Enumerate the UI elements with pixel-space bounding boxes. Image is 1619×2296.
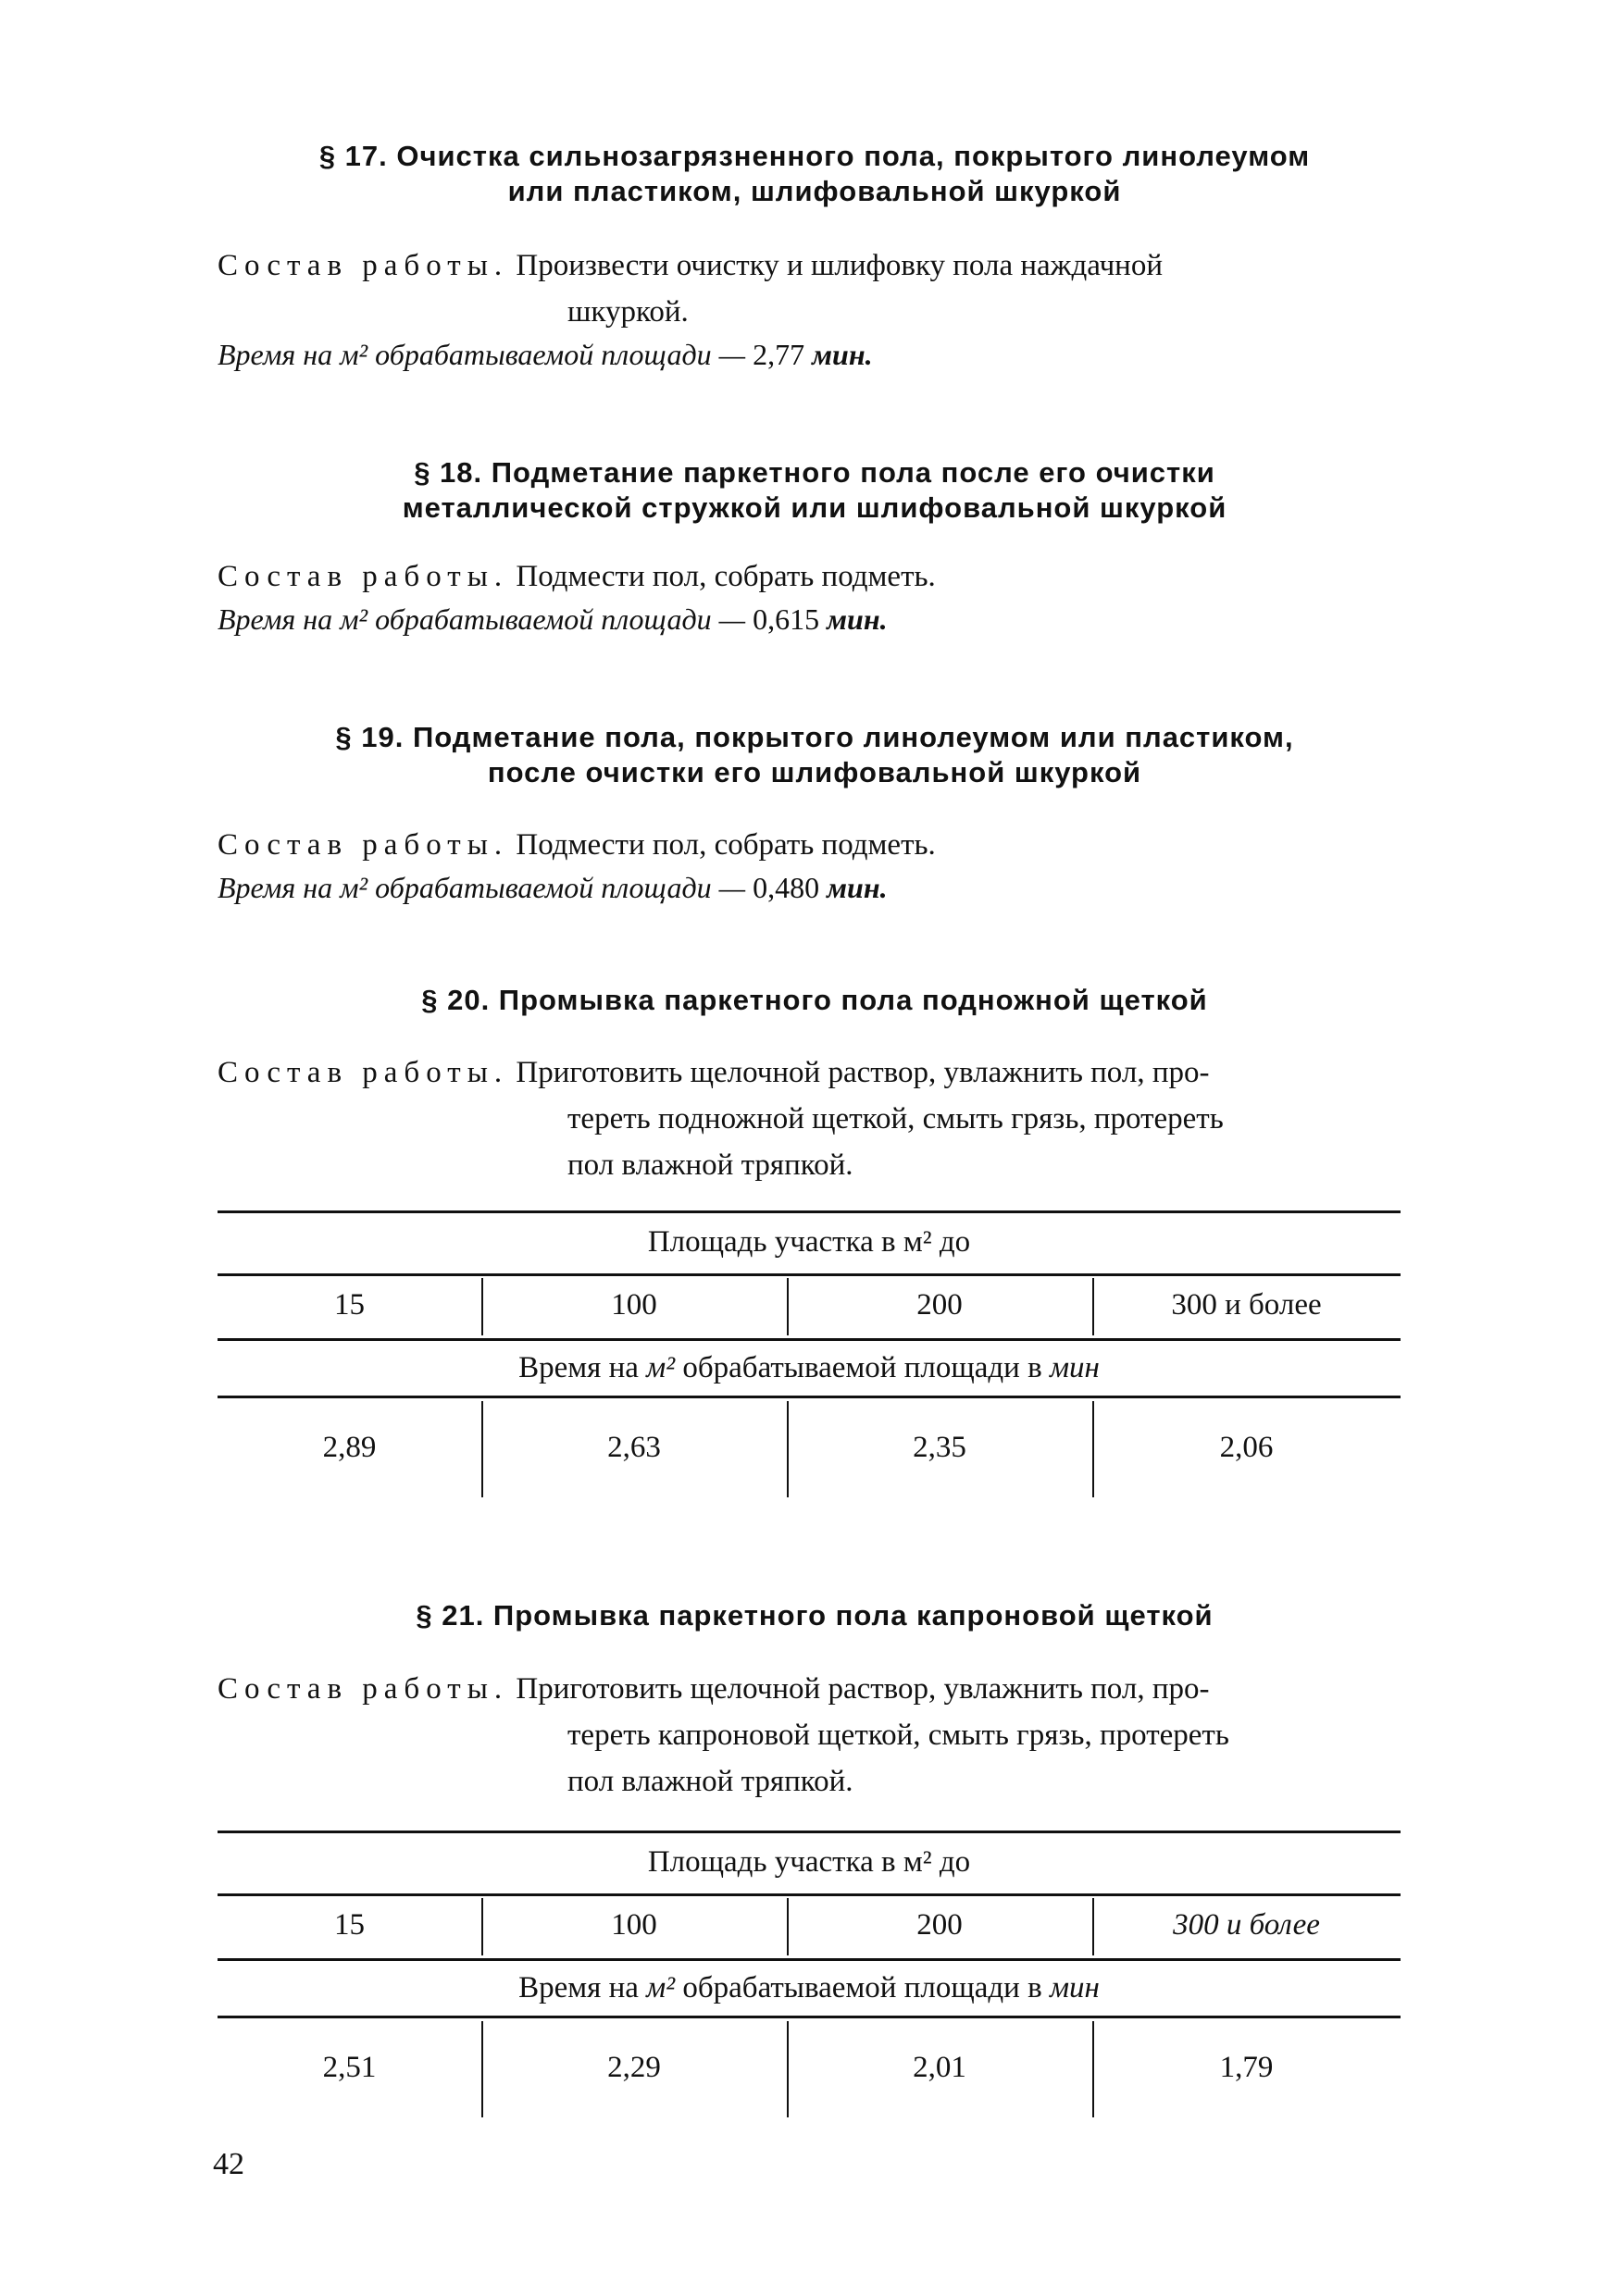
table-rule (218, 1210, 1401, 1213)
section-17-heading-line2: или пластиком, шлифовальной шкуркой (507, 175, 1122, 207)
time-caption-mid: обрабатываемой площади в (682, 1351, 1042, 1384)
time-value: 0,615 (753, 602, 820, 636)
section-20-heading-line1: § 20. Промывка паркетного пола подножной щеткой (421, 984, 1208, 1016)
work-label: Состав работы. (218, 828, 509, 862)
work-text: тереть капроновой щеткой, смыть грязь, протереть (567, 1719, 1229, 1752)
area-cell: 300 и более (1173, 1908, 1320, 1942)
column-divider (1092, 1401, 1094, 1497)
area-cell: 15 (334, 1908, 365, 1942)
section-19-work (218, 822, 1421, 868)
column-divider (481, 1401, 483, 1497)
column-divider (481, 2021, 483, 2117)
time-cell: 2,01 (913, 2051, 966, 2084)
time-prefix: Время на м² обрабатываемой площади — (218, 871, 746, 904)
column-divider (1092, 1278, 1094, 1335)
area-cell: 15 (334, 1288, 365, 1322)
area-cell: 100 (611, 1288, 657, 1322)
section-18-time (218, 600, 888, 639)
section-18-heading-line2: металлической стружкой или шлифовальной шкуркой (402, 491, 1227, 524)
time-cell: 2,51 (322, 2051, 377, 2084)
section-19-heading (213, 720, 1416, 790)
section-18-work (218, 553, 1421, 600)
column-divider (787, 1278, 789, 1335)
work-text: Приготовить щелочной раствор, увлажнить пол, про- (516, 1056, 1210, 1089)
time-caption-m2: м² (646, 1971, 676, 2004)
table-rule (218, 1831, 1401, 1833)
column-divider (481, 1898, 483, 1955)
section-21-table (218, 1831, 1401, 2127)
time-cell: 2,35 (913, 1431, 966, 1464)
section-21-heading-line1: § 21. Промывка паркетного пола капроновой щеткой (416, 1599, 1214, 1632)
time-cell: 2,63 (607, 1431, 661, 1464)
time-caption-prefix: Время на (518, 1971, 639, 2004)
section-20-heading (213, 983, 1416, 1018)
work-text: Приготовить щелочной раствор, увлажнить пол, про- (516, 1672, 1210, 1706)
section-18-heading-line1: § 18. Подметание паркетного пола после его очистки (414, 456, 1215, 489)
time-cell: 2,29 (607, 2051, 661, 2084)
time-caption-m2: м² (646, 1351, 676, 1384)
time-caption-unit: мин (1049, 1971, 1100, 2004)
column-divider (787, 1898, 789, 1955)
time-caption-mid: обрабатываемой площади в (682, 1971, 1042, 2004)
table-rule (218, 1273, 1401, 1276)
work-text: Произвести очистку и шлифовку пола наждачной (516, 249, 1163, 282)
time-unit: мин. (812, 338, 873, 371)
column-divider (1092, 1898, 1094, 1955)
section-17-time (218, 335, 873, 374)
section-19-heading-line1: § 19. Подметание пола, покрытого линолеумом или пластиком, (335, 721, 1294, 753)
table-rule (218, 1396, 1401, 1398)
work-text: тереть подножной щеткой, смыть грязь, протереть (567, 1102, 1224, 1136)
time-unit: мин. (827, 871, 888, 904)
work-text: шкуркой. (567, 295, 689, 329)
area-cell: 200 (916, 1288, 963, 1322)
area-cell: 200 (916, 1908, 963, 1942)
section-20-table (218, 1210, 1401, 1507)
time-cell: 2,89 (322, 1431, 377, 1464)
column-divider (787, 1401, 789, 1497)
work-label: Состав работы. (218, 1056, 509, 1089)
time-caption (218, 1969, 1401, 2006)
area-caption: Площадь участка в м² до (647, 1845, 971, 1879)
section-21-heading (213, 1598, 1416, 1633)
section-19-time (218, 868, 888, 907)
area-cell: 300 и более (1171, 1288, 1322, 1322)
work-text: Подмести пол, собрать подметь. (516, 828, 936, 862)
area-cell: 100 (611, 1908, 657, 1942)
work-text: Подмести пол, собрать подметь. (516, 560, 936, 593)
time-value: 2,77 (753, 338, 805, 371)
section-17-work (218, 242, 1421, 335)
section-17-heading-line1: § 17. Очистка сильнозагрязненного пола, покрытого линолеумом (318, 140, 1311, 172)
time-cell: 1,79 (1219, 2051, 1274, 2084)
column-divider (787, 2021, 789, 2117)
section-21-work (218, 1666, 1421, 1805)
work-text: пол влажной тряпкой. (567, 1148, 853, 1182)
time-prefix: Время на м² обрабатываемой площади — (218, 338, 746, 371)
table-rule (218, 2016, 1401, 2018)
work-label: Состав работы. (218, 560, 509, 593)
time-unit: мин. (827, 602, 888, 636)
table-rule (218, 1338, 1401, 1341)
time-caption (218, 1349, 1401, 1386)
area-caption: Площадь участка в м² до (647, 1225, 971, 1259)
time-value: 0,480 (753, 871, 820, 904)
column-divider (1092, 2021, 1094, 2117)
section-17-heading (213, 139, 1416, 209)
section-19-heading-line2: после очистки его шлифовальной шкуркой (487, 756, 1142, 788)
work-label: Состав работы. (218, 249, 509, 282)
time-prefix: Время на м² обрабатываемой площади — (218, 602, 746, 636)
table-rule (218, 1958, 1401, 1961)
time-caption-prefix: Время на (518, 1351, 639, 1384)
time-cell: 2,06 (1219, 1431, 1274, 1464)
section-20-work (218, 1049, 1421, 1188)
section-18-heading (213, 455, 1416, 526)
time-caption-unit: мин (1049, 1351, 1100, 1384)
work-label: Состав работы. (218, 1672, 509, 1706)
table-rule (218, 1893, 1401, 1896)
page-number: 42 (213, 2147, 244, 2181)
column-divider (481, 1278, 483, 1335)
work-text: пол влажной тряпкой. (567, 1765, 853, 1798)
